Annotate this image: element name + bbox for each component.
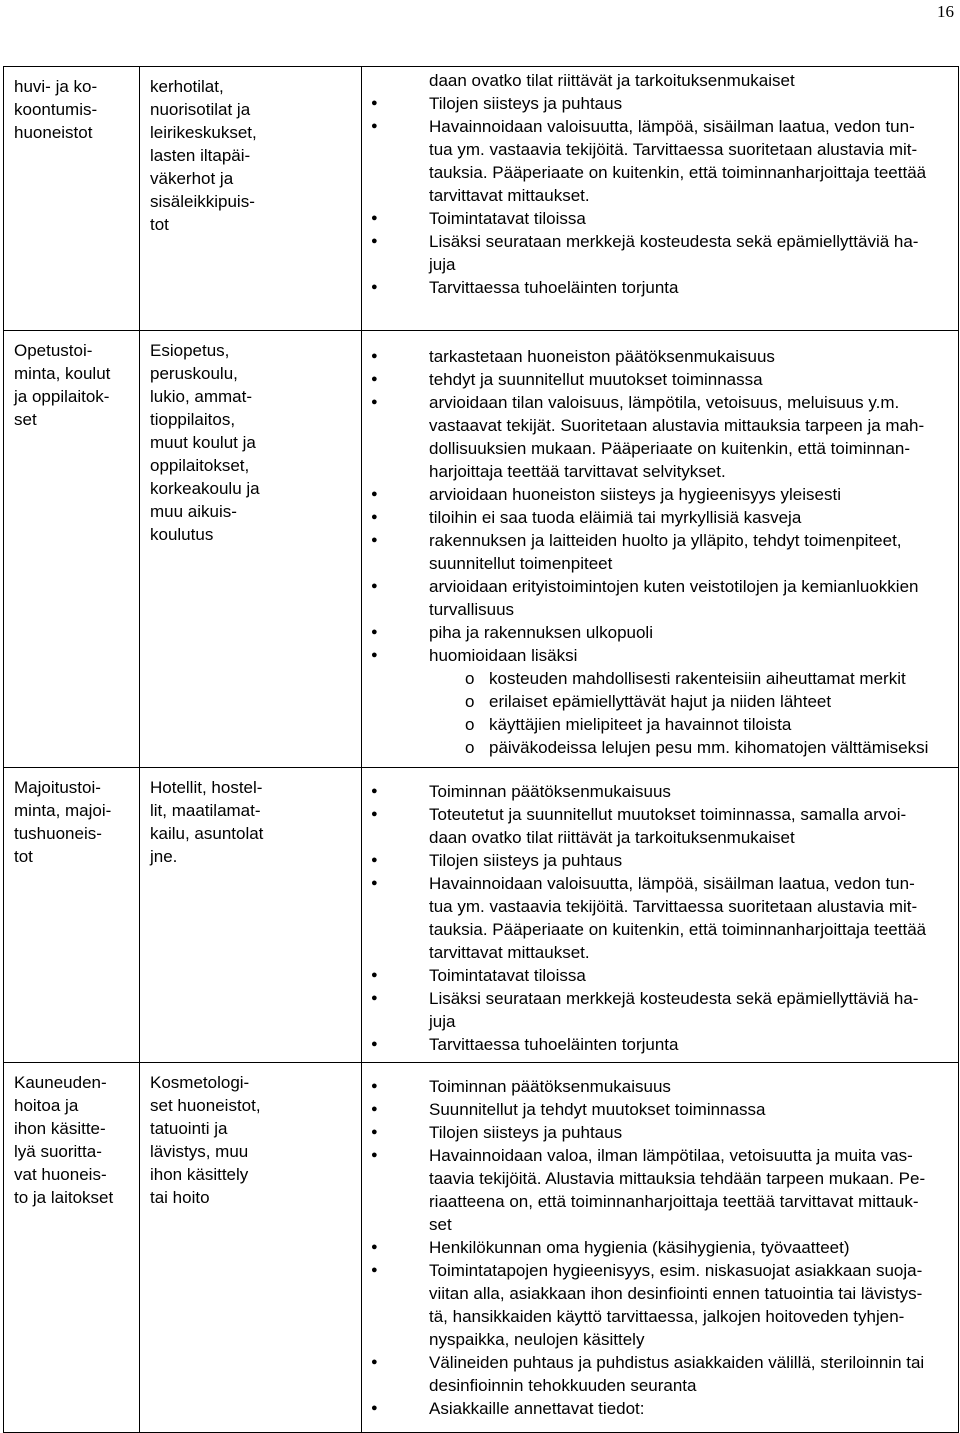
examples-cell bbox=[140, 1063, 362, 1433]
page-number: 16 bbox=[937, 2, 954, 21]
list-item: ● Havainnoidaan valoisuutta, lämpöä, sisäilman laatua, vedon tun- tua ym. vastaavia tekijöitä. Tarvittaessa suoritetaan alustavia mit- tauksia. Pääperiaate on kuitenkin, että toiminnanharjoittaja teettää tarvittavat mittaukset. bbox=[398, 872, 958, 964]
category-text: Opetustoi- minta, koulut ja oppilaitok- set bbox=[14, 341, 111, 429]
inspection-table bbox=[3, 66, 959, 1433]
table-row bbox=[4, 1063, 959, 1433]
list-item: ● Havainnoidaan valoisuutta, lämpöä, sisäilman laatua, vedon tun- tua ym. vastaavia tekijöitä. Tarvittaessa suoritetaan alustavia mit- tauksia. Pääperiaate on kuitenkin, että toiminnanharjoittaja teettää tarvittavat mittaukset. bbox=[398, 115, 958, 207]
list-item: ● Tilojen siisteys ja puhtaus bbox=[398, 1121, 958, 1144]
checklist-cell bbox=[362, 67, 959, 331]
table-row bbox=[4, 331, 959, 768]
list-item: ● Suunnitellut ja tehdyt muutokset toiminnassa bbox=[398, 1098, 958, 1121]
list-item: ● huomioidaan lisäksi o kosteuden mahdollisesti rakenteisiin aiheuttamat merkit o erilaiset epämiellyttävät hajut ja niiden lähteet o käyttäjien mielipiteet ja havainnot tiloista o päiväkodeissa lelujen pesu mm. kihomatojen välttämiseksi bbox=[398, 644, 958, 759]
list-item: ● Henkilökunnan oma hygienia (käsihygienia, työvaatteet) bbox=[398, 1236, 958, 1259]
category-cell bbox=[4, 1063, 140, 1433]
checklist-cell bbox=[362, 331, 959, 768]
checklist bbox=[362, 345, 958, 759]
category-text: Kauneuden- hoitoa ja ihon käsitte- lyä suoritta- vat huoneis- to ja laitokset bbox=[14, 1073, 114, 1207]
list-item: ● Havainnoidaan valoa, ilman lämpötilaa, vetoisuutta ja muita vas- taavia tekijöitä. Alustavia mittauksia tehdään tarpeen mukaan. Pe- riaatteena on, että toiminnanharjoittaja teettää tarvittavat mittauk- set bbox=[398, 1144, 958, 1236]
sub-list-item: o päiväkodeissa lelujen pesu mm. kihomatojen välttämiseksi bbox=[465, 736, 958, 759]
list-item: ● Tarvittaessa tuhoeläinten torjunta bbox=[398, 1033, 958, 1056]
list-item: ● Välineiden puhtaus ja puhdistus asiakkaiden välillä, steriloinnin tai desinfioinnin tehokkuuden seuranta bbox=[398, 1351, 958, 1397]
table-row bbox=[4, 67, 959, 331]
sub-list-item: o erilaiset epämiellyttävät hajut ja niiden lähteet bbox=[465, 690, 958, 713]
list-item: ● tarkastetaan huoneiston päätöksenmukaisuus bbox=[398, 345, 958, 368]
list-item: ● piha ja rakennuksen ulkopuoli bbox=[398, 621, 958, 644]
list-item: ● Toimintatavat tiloissa bbox=[398, 964, 958, 987]
list-item: ● Lisäksi seurataan merkkejä kosteudesta sekä epämiellyttäviä ha- juja bbox=[398, 230, 958, 276]
examples-text: Kosmetologi- set huoneistot, tatuointi ja lävistys, muu ihon käsittely tai hoito bbox=[150, 1073, 261, 1207]
table-row bbox=[4, 768, 959, 1063]
list-item: ● tehdyt ja suunnitellut muutokset toiminnassa bbox=[398, 368, 958, 391]
checklist bbox=[362, 1075, 958, 1420]
list-item: ● rakennuksen ja laitteiden huolto ja ylläpito, tehdyt toimenpiteet, suunnitellut toimenpiteet bbox=[398, 529, 958, 575]
list-item: daan ovatko tilat riittävät ja tarkoituksenmukaiset bbox=[429, 71, 795, 90]
list-item: ● Tarvittaessa tuhoeläinten torjunta bbox=[398, 276, 958, 299]
examples-cell bbox=[140, 331, 362, 768]
list-item: ● Asiakkaille annettavat tiedot: bbox=[398, 1397, 958, 1420]
examples-text: Esiopetus, peruskoulu, lukio, ammat- tioppilaitos, muut koulut ja oppilaitokset, korkeakoulu ja muu aikuis- koulutus bbox=[150, 341, 260, 544]
list-item: ● tiloihin ei saa tuoda eläimiä tai myrkyllisiä kasveja bbox=[398, 506, 958, 529]
examples-text: Hotellit, hostel- lit, maatilamat- kailu, asuntolat jne. bbox=[150, 778, 264, 866]
checklist bbox=[362, 780, 958, 1056]
checklist bbox=[362, 69, 958, 299]
list-item: ● Toiminnan päätöksenmukaisuus bbox=[398, 1075, 958, 1098]
sub-list-item: o kosteuden mahdollisesti rakenteisiin aiheuttamat merkit bbox=[465, 667, 958, 690]
category-cell bbox=[4, 768, 140, 1063]
examples-cell bbox=[140, 768, 362, 1063]
category-cell bbox=[4, 67, 140, 331]
list-item: ● Toimintatapojen hygieenisyys, esim. niskasuojat asiakkaan suoja- viitan alla, asiakkaan ihon desinfiointi ennen tatuointia tai lävistys- tä, hansikkaiden käyttö tarvittaessa, jalkojen hoitoveden tyhjen- nyspaikka, neulojen käsittely bbox=[398, 1259, 958, 1351]
list-item: ● Tilojen siisteys ja puhtaus bbox=[398, 849, 958, 872]
category-cell bbox=[4, 331, 140, 768]
sub-list bbox=[429, 667, 958, 759]
checklist-cell bbox=[362, 768, 959, 1063]
checklist-cell bbox=[362, 1063, 959, 1433]
list-item: ● Toteutetut ja suunnitellut muutokset toiminnassa, samalla arvoi- daan ovatko tilat riittävät ja tarkoituksenmukaiset bbox=[398, 803, 958, 849]
list-item: ● arvioidaan huoneiston siisteys ja hygieenisyys yleisesti bbox=[398, 483, 958, 506]
category-text: Majoitustoi- minta, majoi- tushuoneis- tot bbox=[14, 778, 112, 866]
list-item: ● Tilojen siisteys ja puhtaus bbox=[398, 92, 958, 115]
list-item: ● Toimintatavat tiloissa bbox=[398, 207, 958, 230]
list-item: ● arvioidaan erityistoimintojen kuten veistotilojen ja kemianluokkien turvallisuus bbox=[398, 575, 958, 621]
category-text: huvi- ja ko- koontumis- huoneistot bbox=[14, 77, 98, 142]
examples-text: kerhotilat, nuorisotilat ja leirikeskukset, lasten iltapäi- väkerhot ja sisäleikkipuis- tot bbox=[150, 77, 257, 234]
sub-list-item: o käyttäjien mielipiteet ja havainnot tiloista bbox=[465, 713, 958, 736]
list-item: ● Lisäksi seurataan merkkejä kosteudesta sekä epämiellyttäviä ha- juja bbox=[398, 987, 958, 1033]
list-item: ● Toiminnan päätöksenmukaisuus bbox=[398, 780, 958, 803]
examples-cell bbox=[140, 67, 362, 331]
list-item: ● arvioidaan tilan valoisuus, lämpötila, vetoisuus, meluisuus y.m. vastaavat tekijät. Suoritetaan alustavia mittauksia tarpeen ja mah- dollisuuksien mukaan. Pääperiaate on kuitenkin, että toiminnan- harjoittaja teettää tarvittavat selvitykset. bbox=[398, 391, 958, 483]
